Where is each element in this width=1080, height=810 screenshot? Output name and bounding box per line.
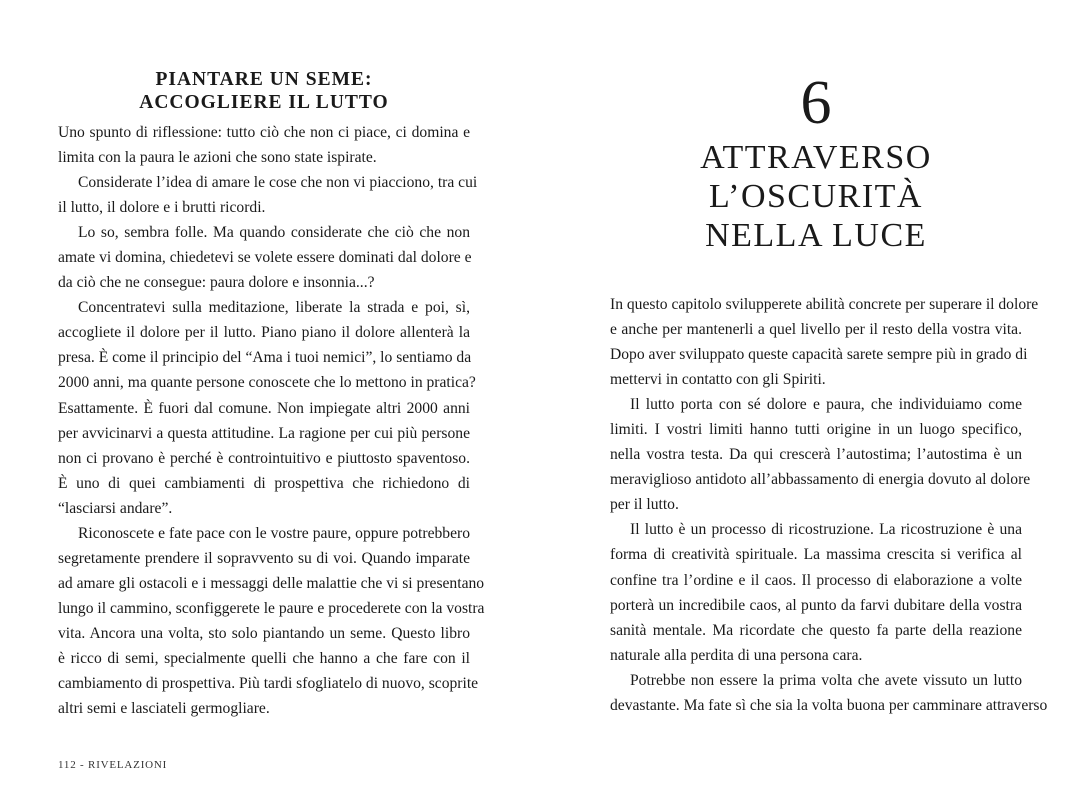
text-line: Il lutto porta con sé dolore e paura, che individuiamo come bbox=[630, 396, 1022, 414]
paragraph bbox=[58, 521, 485, 721]
text-line: È uno di quei cambiamenti di prospettiva che richiedono di bbox=[58, 474, 470, 492]
paragraph bbox=[610, 392, 1031, 517]
text-line: Il lutto è un processo di ricostruzione. La ricostruzione è una bbox=[630, 521, 1022, 539]
paragraph bbox=[58, 170, 478, 220]
text-line: Lo so, sembra folle. Ma quando considerate che ciò che non bbox=[78, 224, 470, 242]
text-line: Riconoscete e fate pace con le vostre paure, oppure potrebbero bbox=[78, 524, 470, 542]
text-line: presa. È come il principio del “Ama i tuoi nemici”, lo sentiamo da bbox=[58, 349, 472, 367]
text-line: limita con la paura le azioni che sono state ispirate. bbox=[58, 149, 377, 167]
text-line: “lasciarsi andare”. bbox=[58, 499, 173, 517]
paragraph bbox=[58, 120, 470, 170]
text-line: limiti. I vostri limiti hanno tutti origine in un luogo specifico, bbox=[610, 421, 1022, 439]
text-line: il lutto, il dolore e i brutti ricordi. bbox=[58, 199, 266, 217]
paragraph bbox=[610, 517, 1022, 667]
text-line: Potrebbe non essere la prima volta che avete vissuto un lutto bbox=[630, 671, 1022, 689]
text-line: segretamente prendere il sopravvento su di voi. Quando imparate bbox=[58, 549, 470, 567]
text-line: altri semi e lasciateli germogliare. bbox=[58, 700, 270, 718]
text-line: forma di creatività spirituale. La massima crescita si verifica al bbox=[610, 546, 1022, 564]
text-line: porterà un incredibile caos, al punto da farvi dubitare della vostra bbox=[610, 596, 1022, 614]
right-page bbox=[540, 0, 1080, 810]
text-line: devastante. Ma fate sì che sia la volta buona per camminare attraverso bbox=[610, 696, 1048, 714]
text-line: Dopo aver sviluppato queste capacità sarete sempre più in grado di bbox=[610, 346, 1028, 364]
page-folio: 112 - RIVELAZIONI bbox=[58, 759, 168, 771]
text-line: per avvicinarvi a questa attitudine. La ragione per cui più persone bbox=[58, 424, 470, 442]
chapter-title bbox=[590, 138, 1042, 255]
text-line: accogliete il dolore per il lutto. Piano piano il dolore allenterà la bbox=[58, 324, 470, 342]
text-line: ad amare gli ostacoli e i messaggi delle malattie che vi si presentano bbox=[58, 574, 485, 592]
text-line: sanità mentale. Ma ricordate che questo fa parte della reazione bbox=[610, 621, 1022, 639]
section-heading-line: PIANTARE UN SEME: bbox=[155, 69, 373, 90]
text-line: confine tra l’ordine e il caos. Il processo di elaborazione a volte bbox=[610, 571, 1022, 589]
text-line: lungo il cammino, sconfiggerete le paure e procederete con la vostra bbox=[58, 599, 485, 617]
left-body-text bbox=[58, 120, 485, 721]
text-line: cambiamento di prospettiva. Più tardi sfogliatelo di nuovo, scoprite bbox=[58, 675, 479, 693]
text-line: non ci provano è perché è controintuitivo e piuttosto spaventoso. bbox=[58, 449, 470, 467]
text-line: amate vi domina, chiedetevi se volete essere dominati dal dolore e bbox=[58, 249, 472, 267]
text-line: per il lutto. bbox=[610, 496, 679, 514]
right-body-text bbox=[610, 292, 1048, 718]
text-line: vita. Ancora una volta, sto solo piantando un seme. Questo libro bbox=[58, 624, 470, 642]
paragraph bbox=[58, 295, 476, 520]
text-line: meraviglioso antidoto all’abbassamento di energia dovuto al dolore bbox=[610, 471, 1031, 489]
section-heading-line: ACCOGLIERE IL LUTTO bbox=[139, 92, 389, 113]
text-line: mettervi in contatto con gli Spiriti. bbox=[610, 371, 826, 389]
chapter-title-line: ATTRAVERSO L’OSCURITÀ bbox=[700, 139, 932, 215]
text-line: da ciò che ne consegue: paura dolore e insonnia...? bbox=[58, 274, 375, 292]
paragraph bbox=[610, 292, 1039, 392]
paragraph bbox=[610, 668, 1048, 718]
text-line: Uno spunto di riflessione: tutto ciò che non ci piace, ci domina e bbox=[58, 124, 470, 141]
text-line: nella vostra testa. Da qui crescerà l’autostima; l’autostima è un bbox=[610, 446, 1022, 464]
text-line: In questo capitolo svilupperete abilità concrete per superare il dolore bbox=[610, 296, 1039, 313]
text-line: è ricco di semi, specialmente quelli che hanno a che fare con il bbox=[58, 649, 470, 667]
paragraph bbox=[58, 220, 470, 295]
chapter-number: 6 bbox=[800, 69, 832, 137]
text-line: Considerate l’idea di amare le cose che non vi piacciono, tra cui bbox=[78, 174, 478, 192]
chapter-title-line: NELLA LUCE bbox=[705, 217, 927, 254]
text-line: naturale alla perdita di una persona cara. bbox=[610, 646, 863, 664]
section-heading bbox=[58, 68, 470, 114]
text-line: e anche per mantenerli a quel livello per il resto della vostra vita. bbox=[610, 321, 1022, 339]
text-line: 2000 anni, ma quante persone conoscete che lo mettono in pratica? bbox=[58, 374, 476, 392]
text-line: Esattamente. È fuori dal comune. Non impiegate altri 2000 anni bbox=[58, 399, 470, 417]
text-line: Concentratevi sulla meditazione, liberate la strada e poi, sì, bbox=[78, 299, 470, 317]
